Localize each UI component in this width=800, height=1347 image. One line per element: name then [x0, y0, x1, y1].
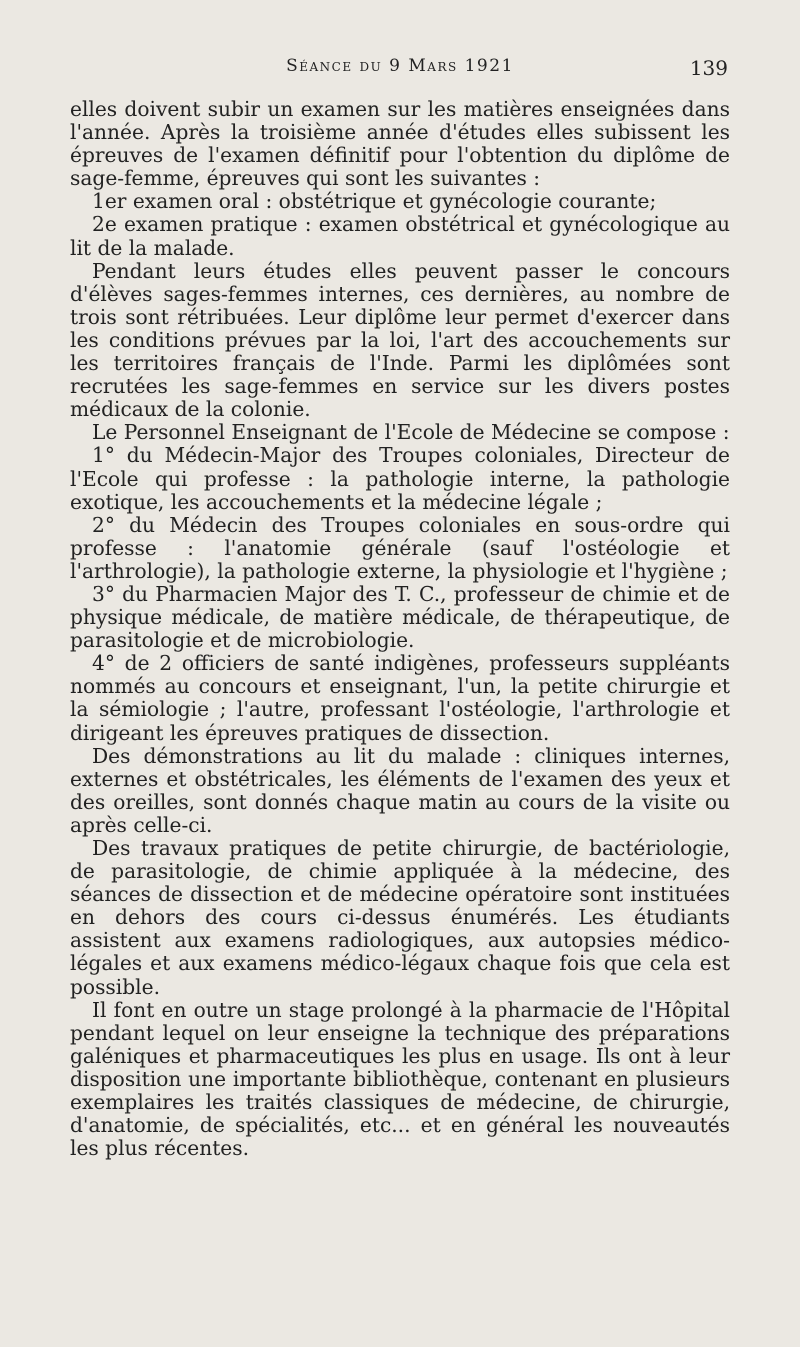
running-title: Séance du 9 Mars 1921	[286, 56, 514, 76]
paragraph: Il font en outre un stage prolongé à la pharmacie de l'Hôpital pendant lequel on leur enseigne la technique des préparations galéniques et pharmaceutiques les plus en usage. Ils ont à leur disposition une importante bibliothèque, contenant en plusieurs exemplaires les traités classiques de médecine, de chirurgie, d'anatomie, de spécialités, etc... et en général les nouveautés les plus récentes.	[70, 997, 730, 1161]
paragraph: Pendant leurs études elles peuvent passer le concours d'élèves sages-femmes internes, ces dernières, au nombre de trois sont rétribuées. Leur diplôme leur permet d'exercer dans les conditions prévues par la loi, l'art des accouchements sur les territoires français de l'Inde. Parmi les diplômées sont recrutées les sage-femmes en service sur les divers postes médicaux de la colonie.	[70, 258, 730, 422]
paragraph: 3° du Pharmacien Major des T. C., professeur de chimie et de physique médicale, de matière médicale, de thérapeutique, de parasitologie et de microbiologie.	[70, 581, 730, 653]
paragraph: 1° du Médecin-Major des Troupes coloniales, Directeur de l'Ecole qui professe : la pathologie interne, la pathologie exotique, les accouchements et la médecine légale ;	[70, 443, 730, 514]
paragraph: 2e examen pratique : examen obstétrical et gynécologique au lit de la malade.	[70, 212, 730, 260]
body-text	[70, 98, 730, 1160]
paragraph: 1er examen oral : obstétrique et gynécologie courante;	[92, 189, 657, 214]
page-header	[70, 56, 730, 86]
paragraph: 2° du Médecin des Troupes coloniales en sous-ordre qui professe : l'anatomie générale (sauf l'ostéologie et l'arthrologie), la pathologie externe, la physiologie et l'hygiène ;	[70, 512, 730, 583]
paragraph: Le Personnel Enseignant de l'Ecole de Médecine se compose :	[92, 420, 730, 445]
paragraph: elles doivent subir un examen sur les matières enseignées dans l'année. Après la troisième année d'études elles subissent les épreuves de l'examen définitif pour l'obtention du diplôme de sage-femme, épreuves qui sont les suivantes :	[70, 97, 730, 191]
paragraph: Des travaux pratiques de petite chirurgie, de bactériologie, de parasitologie, de chimie appliquée à la médecine, des séances de dissection et de médecine opératoire sont instituées en dehors des cours ci-dessus énumérés. Les étudiants assistent aux examens radiologiques, aux autopsies médico-légales et aux examens médico-légaux chaque fois que cela est possible.	[70, 836, 730, 999]
paragraph: Des démonstrations au lit du malade : cliniques internes, externes et obstétricales, les éléments de l'examen des yeux et des oreilles, sont donnés chaque matin au cours de la visite ou après celle-ci.	[70, 743, 730, 837]
paragraph: 4° de 2 officiers de santé indigènes, professeurs suppléants nommés au concours et enseignant, l'un, la petite chirurgie et la sémiologie ; l'autre, professant l'ostéologie, l'arthrologie et dirigeant les épreuves pratiques de dissection.	[70, 651, 730, 745]
page-number: 139	[689, 56, 728, 80]
